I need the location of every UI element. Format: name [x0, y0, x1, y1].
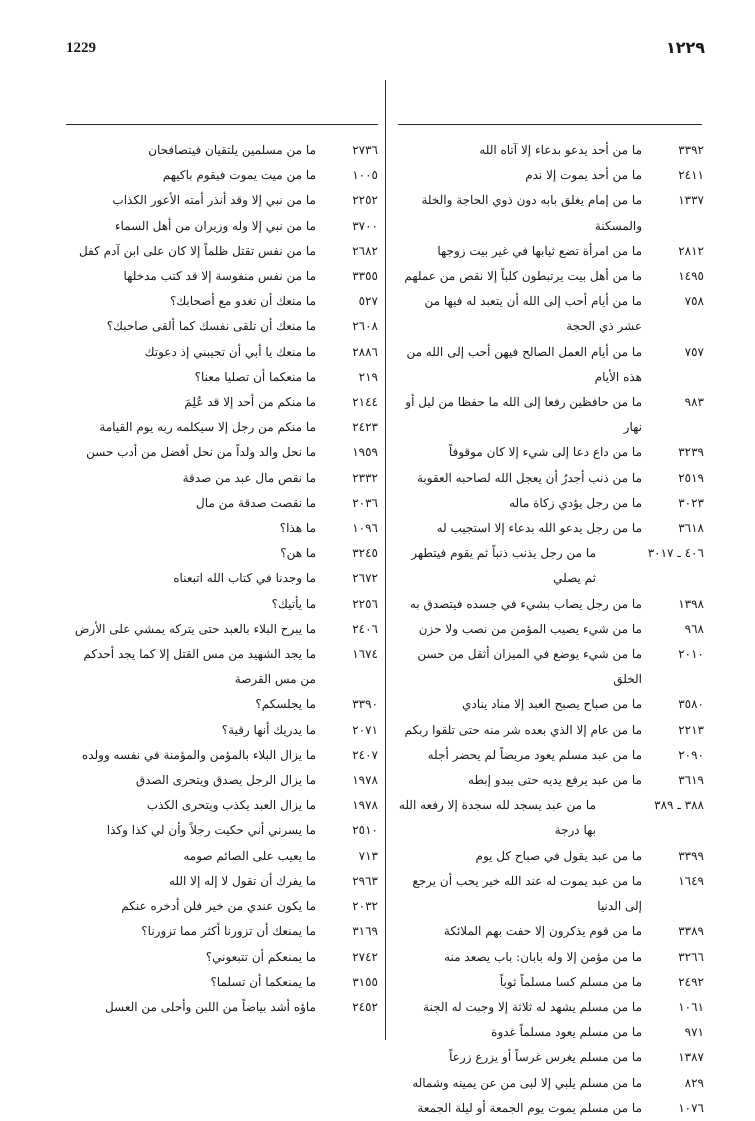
hadith-number: ٩٧١ [684, 1025, 704, 1040]
hadith-number: ٩٨٣ [684, 395, 704, 410]
hadith-number: ٢٧٣٦ [352, 143, 378, 157]
hadith-incipit: ما من أهل بيت يرتبطون كلباً إلا نقص من عملهم [404, 269, 642, 284]
header-rule-left [66, 124, 378, 125]
index-entry [398, 188, 704, 238]
hadith-incipit: ما من رجل يذنب ذنباً ثم يقوم فيتطهر ثم يصلي [411, 546, 596, 586]
hadith-incipit: ما من عبد يسجد لله سجدة إلا رفعه الله بها درجة [398, 798, 596, 838]
hadith-number: ١٠٧٦ [678, 1100, 704, 1115]
index-entry [398, 970, 704, 995]
hadith-incipit: ما يجلسكم؟ [255, 697, 316, 712]
index-entry [66, 692, 378, 717]
hadith-incipit: ما يجد الشهيد من مس القتل إلا كما يجد أحدكم من مس القرصة [83, 647, 316, 687]
index-entry [66, 869, 378, 894]
hadith-number: ٣٨٨ ـ ٣٨٩ [654, 798, 704, 813]
hadith-number: ٣٢٤٥ [352, 546, 378, 561]
hadith-number: ١٩٥٩ [352, 445, 378, 460]
hadith-incipit: ما من رجل يؤدي زكاة ماله [509, 495, 642, 510]
index-entry [398, 163, 704, 188]
hadith-incipit: ما من رجل يصاب بشيء في جسده فيتصدق به [409, 596, 642, 611]
hadith-incipit: ما وجدنا في كتاب الله اتبعناه [173, 571, 316, 586]
index-entry [398, 1045, 704, 1070]
hadith-incipit: ما منكم من رجل إلا سيكلمه ربه يوم القيامة [99, 420, 316, 435]
hadith-number: ٢٢١٣ [678, 722, 704, 737]
index-entry [66, 919, 378, 944]
hadith-number: ١٣٨٧ [678, 1050, 704, 1065]
index-entry [398, 592, 704, 617]
index-entry [398, 869, 704, 919]
index-entry [66, 995, 378, 1020]
hadith-number: ٢٨٨٦ [352, 344, 378, 359]
index-entry [398, 945, 704, 970]
hadith-number: ٢٥١٠ [352, 823, 378, 838]
index-entry [66, 365, 378, 390]
hadith-incipit: ما من مؤمن إلا وله بابان: باب يصعد منه [444, 949, 642, 964]
hadith-number: ٩٦٨ [684, 621, 704, 636]
hadith-incipit: ما يمنعكم أن تتبعوني؟ [205, 949, 316, 964]
hadith-incipit: ما من نفس منفوسة إلا قد كتب مدخلها [123, 269, 316, 284]
index-entry [66, 718, 378, 743]
hadith-number: ٢٤٢٣ [352, 420, 378, 435]
hadith-number: ٢٤٩٢ [678, 974, 704, 989]
hadith-number: ١٣٣٧ [678, 193, 704, 208]
hadith-number: ٢٦٨٢ [352, 243, 378, 258]
index-entry [398, 919, 704, 944]
index-entry [66, 491, 378, 516]
index-entry [66, 793, 378, 818]
hadith-incipit: ما من مسلم يلبي إلا لبى من عن يمينه وشماله [412, 1075, 642, 1090]
hadith-number: ٢٦٧٢ [352, 571, 378, 586]
hadith-number: ٢٠٣٢ [352, 899, 378, 914]
hadith-incipit: ما من أحد يدعو بدعاء إلا آتاه الله [479, 143, 642, 157]
column-divider [385, 80, 386, 1040]
hadith-incipit: ما من عبد مسلم يعود مريضاً لم يحضر أجله [427, 747, 642, 762]
hadith-number: ٣٣٩٠ [352, 697, 378, 712]
hadith-number: ٣٣٩٢ [678, 143, 704, 157]
hadith-incipit: ما من شيء يوضع في الميزان أثقل من حسن الخلق [417, 647, 642, 687]
index-entry [66, 340, 378, 365]
hadith-incipit: ما منعك أن تغدو مع أصحابك؟ [169, 294, 316, 309]
hadith-number: ٣٣٩٩ [678, 848, 704, 863]
index-entry [398, 340, 704, 390]
index-entry [398, 466, 704, 491]
index-entry [66, 743, 378, 768]
index-column-right [398, 138, 704, 1121]
page-number-latin: 1229 [66, 40, 96, 56]
hadith-incipit: ما يدريك أنها رقية؟ [221, 722, 316, 737]
hadith-number: ٧١٣ [358, 848, 378, 863]
index-entry [66, 516, 378, 541]
hadith-number: ٧٥٨ [684, 294, 704, 309]
hadith-number: ٢٩٦٣ [352, 873, 378, 888]
index-entry [398, 138, 704, 163]
hadith-incipit: ما يأتيك؟ [271, 596, 316, 611]
index-entry [398, 1096, 704, 1121]
index-entry [398, 541, 704, 591]
hadith-incipit: ما يمنعكما أن تسلما؟ [210, 974, 316, 989]
index-entry [66, 163, 378, 188]
hadith-number: ٣٣٨٩ [678, 924, 704, 939]
hadith-incipit: ما منعك أن تلقى نفسك كما ألقى صاحبك؟ [106, 319, 316, 334]
hadith-incipit: ما هن؟ [280, 546, 316, 561]
hadith-incipit: ما يمنعك أن تزورنا أكثر مما تزورنا؟ [141, 924, 316, 939]
hadith-incipit: ما يزال البلاء بالمؤمن والمؤمنة في نفسه وولده [81, 747, 316, 762]
hadith-number: ٢٠٩٠ [678, 747, 704, 762]
index-entry [66, 415, 378, 440]
index-entry [66, 541, 378, 566]
hadith-number: ١٤٩٥ [678, 269, 704, 284]
hadith-incipit: ما من نبي إلا وله وزيران من أهل السماء [114, 218, 316, 233]
page-number-arabic: ١٢٢٩ [665, 38, 705, 57]
hadith-number: ٣١٦٩ [352, 924, 378, 939]
index-entry [66, 818, 378, 843]
hadith-number: ٢٤٠٧ [352, 747, 378, 762]
hadith-number: ٢١٩ [358, 369, 378, 384]
hadith-incipit: ما نقص مال عبد من صدقة [182, 470, 316, 485]
hadith-incipit: ما من نبي إلا وقد أنذر أمته الأعور الكذاب [112, 193, 316, 208]
hadith-incipit: ما من داع دعا إلى شيء إلا كان موقوفاً [448, 445, 642, 460]
index-entry [398, 264, 704, 289]
index-entry [66, 440, 378, 465]
index-entry [66, 264, 378, 289]
index-entry [398, 491, 704, 516]
header-rule-right [398, 124, 702, 125]
index-entry [66, 617, 378, 642]
hadith-incipit: ما منعك يا أبي أن تجيبني إذ دعوتك [144, 344, 316, 359]
index-entry [398, 718, 704, 743]
hadith-incipit: ما نحل والد ولداً من نحل أفضل من أدب حسن [86, 445, 316, 460]
hadith-incipit: ما هذا؟ [279, 521, 316, 536]
hadith-incipit: ما من عبد يموت له عند الله خير يحب أن يرجع إلى الدنيا [412, 873, 642, 914]
hadith-number: ٣٣٥٥ [352, 269, 378, 284]
hadith-incipit: ما من مسلم يعود مسلماً غدوة [491, 1025, 642, 1040]
index-entry [66, 138, 378, 163]
hadith-incipit: ما من أحد يموت إلا ندم [525, 168, 642, 183]
index-entry [398, 1020, 704, 1045]
hadith-number: ٣٧٠٠ [352, 218, 378, 233]
hadith-incipit: ما من مسلم يغرس غرساً أو يزرع زرعاً [449, 1050, 642, 1065]
hadith-number: ٥٢٧ [358, 294, 378, 309]
hadith-incipit: ما يسرني أني حكيت رجلاً وأن لي كذا وكذا [106, 823, 316, 838]
hadith-incipit: ما من عبد يقول في صباح كل يوم [475, 848, 642, 863]
index-entry [398, 617, 704, 642]
hadith-incipit: ما من ميت يموت فيقوم باكيهم [162, 168, 316, 183]
index-entry [398, 642, 704, 692]
index-entry [398, 844, 704, 869]
hadith-incipit: ما من صباح يصبح العبد إلا مناد ينادي [462, 697, 642, 712]
hadith-number: ٣٠٢٣ [678, 495, 704, 510]
hadith-number: ١٦٧٤ [352, 647, 378, 662]
hadith-incipit: ما من عام إلا الذي بعده شر منه حتى تلقوا ربكم [404, 722, 642, 737]
hadith-incipit: ما من قوم يذكرون إلا حفت بهم الملائكة [443, 924, 642, 939]
hadith-number: ١٦٤٩ [678, 873, 704, 888]
hadith-incipit: ما يعيب على الصائم صومه [183, 848, 316, 863]
hadith-incipit: ما يزال العبد يكذب ويتحرى الكذب [146, 798, 316, 813]
index-entry [66, 642, 378, 692]
hadith-number: ٢٢٥٢ [352, 193, 378, 208]
hadith-number: ٢٢٥٦ [352, 596, 378, 611]
hadith-number: ١٠٠٥ [352, 168, 378, 183]
hadith-number: ٢٦٠٨ [352, 319, 378, 334]
hadith-incipit: ما من رجل يدعو الله بدعاء إلا استجيب له [436, 521, 642, 536]
index-entry [66, 314, 378, 339]
index-entry [398, 390, 704, 440]
hadith-number: ٣٦١٨ [678, 521, 704, 536]
hadith-incipit: ما من أيام العمل الصالح فيهن أحب إلى الله من هذه الأيام [406, 344, 642, 384]
hadith-incipit: ما من أيام أحب إلى الله أن يتعبد له فيها من عشر ذي الحجة [424, 294, 642, 334]
index-entry [66, 768, 378, 793]
hadith-incipit: ما من ذنب أجدرُ أن يعجل الله لصاحبه العقوبة [417, 470, 642, 485]
index-entry [66, 844, 378, 869]
index-entry [398, 793, 704, 843]
hadith-number: ٧٥٧ [684, 344, 704, 359]
index-entry [66, 894, 378, 919]
index-entry [66, 592, 378, 617]
hadith-incipit: ما من امرأة تضع ثيابها في غير بيت زوجها [437, 243, 642, 258]
hadith-incipit: ما من مسلم كسا مسلماً ثوباً [499, 974, 642, 989]
hadith-incipit: ما من شيء يصيب المؤمن من نصب ولا حزن [418, 621, 642, 636]
index-entry [398, 440, 704, 465]
hadith-number: ٢٧٤٢ [352, 949, 378, 964]
index-entry [66, 239, 378, 264]
index-entry [66, 188, 378, 213]
hadith-incipit: ماؤه أشد بياضاً من اللبن وأحلى من العسل [105, 999, 316, 1014]
index-entry [66, 466, 378, 491]
hadith-number: ٤٠٦ ـ ٣٠١٧ [647, 546, 704, 561]
hadith-number: ١٠٦١ [678, 999, 704, 1014]
hadith-number: ٣٢٣٩ [678, 445, 704, 460]
hadith-incipit: ما من حافظين رفعا إلى الله ما حفظا من ليل أو نهار [405, 395, 642, 435]
hadith-number: ٨٢٩ [684, 1075, 704, 1090]
hadith-incipit: ما من مسلم يموت يوم الجمعة أو ليلة الجمعة [417, 1100, 642, 1115]
hadith-number: ١٠٩٦ [352, 521, 378, 536]
hadith-incipit: ما يبرح البلاء بالعبد حتى يتركه يمشي على الأرض [74, 621, 316, 636]
hadith-number: ٣٦١٩ [678, 773, 704, 788]
hadith-number: ٣٢٦٦ [678, 949, 704, 964]
hadith-number: ٢٠٧١ [352, 722, 378, 737]
index-entry [398, 743, 704, 768]
index-entry [398, 768, 704, 793]
hadith-incipit: ما منعكما أن تصليا معنا؟ [194, 369, 316, 384]
hadith-number: ٣١٥٥ [352, 974, 378, 989]
index-entry [66, 566, 378, 591]
index-entry [398, 692, 704, 717]
hadith-number: ٢٤١١ [678, 168, 704, 183]
hadith-number: ١٩٧٨ [352, 773, 378, 788]
index-entry [398, 995, 704, 1020]
hadith-incipit: ما منكم من أحد إلا قد عُلِمَ [184, 395, 316, 410]
hadith-number: ٢٣٣٢ [352, 470, 378, 485]
index-entry [66, 970, 378, 995]
hadith-number: ٢٨١٢ [678, 243, 704, 258]
hadith-incipit: ما من مسلمين يلتقيان فيتصافحان [148, 143, 316, 157]
index-entry [398, 516, 704, 541]
hadith-incipit: ما نقصت صدقة من مال [196, 495, 316, 510]
index-entry [66, 289, 378, 314]
hadith-incipit: ما من مسلم يشهد له ثلاثة إلا وجبت له الجنة [423, 999, 642, 1014]
hadith-number: ٣٥٨٠ [678, 697, 704, 712]
hadith-incipit: ما من نفس تقتل ظلماً إلا كان على ابن آدم كفل [78, 243, 316, 258]
hadith-incipit: ما من عبد يرفع يديه حتى يبدو إبطه [468, 773, 642, 788]
hadith-number: ٢١٤٤ [352, 395, 378, 410]
index-entry [398, 239, 704, 264]
hadith-incipit: ما يفرك أن تقول لا إله إلا الله [168, 873, 316, 888]
hadith-incipit: ما يزال الرجل يصدق ويتحرى الصدق [135, 773, 316, 788]
hadith-number: ٢٠١٠ [678, 647, 704, 662]
index-entry [66, 945, 378, 970]
hadith-incipit: ما من إمام يغلق بابه دون ذوي الحاجة والخلة والمسكنة [421, 193, 642, 233]
hadith-number: ٢٥١٩ [678, 470, 704, 485]
index-entry [398, 1071, 704, 1096]
hadith-incipit: ما يكون عندي من خير فلن أدخره عنكم [121, 899, 316, 914]
hadith-number: ١٣٩٨ [678, 596, 704, 611]
index-entry [66, 390, 378, 415]
hadith-number: ٢٠٣٦ [352, 495, 378, 510]
index-entry [66, 214, 378, 239]
index-column-left [66, 138, 378, 1020]
hadith-number: ١٩٧٨ [352, 798, 378, 813]
hadith-number: ٢٤٠٦ [352, 621, 378, 636]
index-entry [398, 289, 704, 339]
hadith-number: ٢٤٥٢ [352, 999, 378, 1014]
